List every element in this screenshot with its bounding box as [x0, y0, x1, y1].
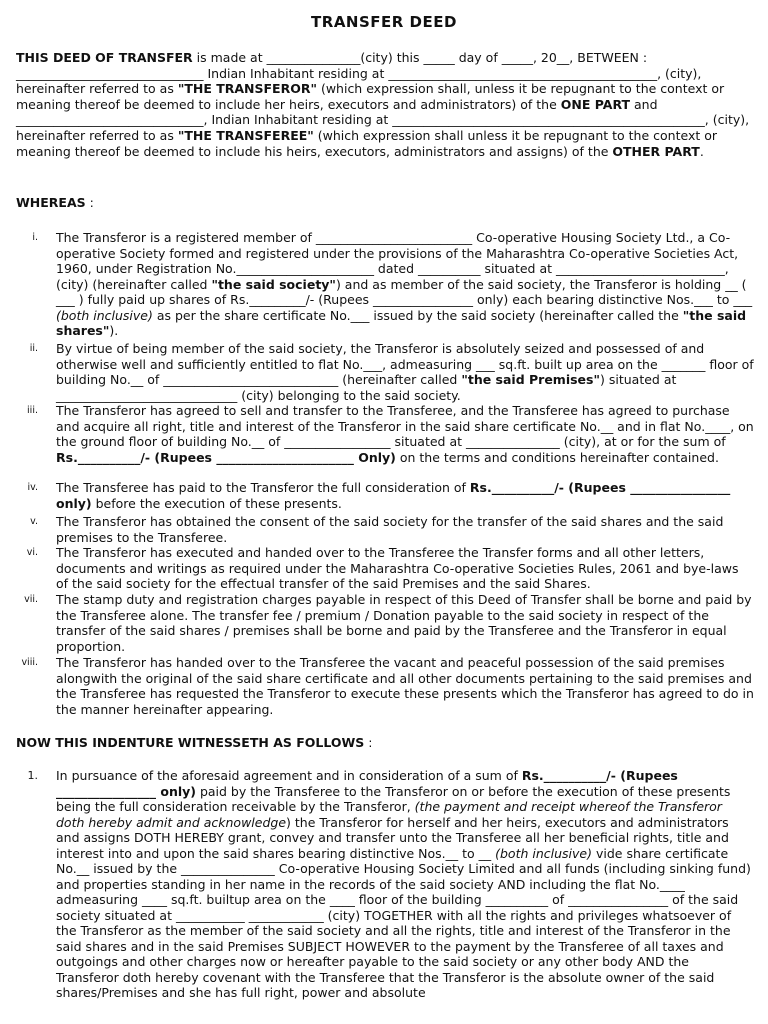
text-run: The Transferor is a registered member of _________________________ Co-operative Housing Society Ltd., a Co-operative Society formed and registered under the provisions of the Maharashtra Co-operative Societies Act, 1960, under Registration No.______________________ dated __________ situated at ___________________________, (city) (hereinafter called — [56, 230, 739, 292]
text-run: ONE PART — [560, 96, 631, 112]
text-run: and ______________________________, Indian Inhabitant residing at __________________________________________________, (city), hereinafter referred to as — [16, 96, 750, 143]
text-run: Rs.__________/- (Rupees ________________ only) — [56, 480, 731, 511]
text-run: . — [699, 143, 704, 159]
text-run: The Transferee has paid to the Transferor the full consideration of — [56, 480, 470, 495]
item-text — [56, 592, 754, 654]
item-text — [56, 545, 754, 592]
text-run: vide share certificate No.__ issued by the _______________ Co-operative Housing Society Limited and all funds (including sinking fund) and properties standing in her name in the records of the said society AND including the flat No.____ admeasuring ____ sq.ft. builtup area on the ____ floor of the building __________ of ________________ of the said society situated at ___________ ____________ (city) TOGETHER with all the rights and privileges whatsoever of the Transferor as the member of the said society and all the rights, title and interest of the Transferor in the said shares and in the said Premises SUBJECT HOWEVER to the payment by the Transferee of all taxes and outgoings and other charges now or hereafter payable to the said society or any other body AND the Transferor doth hereby covenant with the Transferee that the Transferor is the absolute owner of the said shares/Premises and she has full right, power and absolute — [56, 845, 751, 1000]
text-run: "the said Premises" — [461, 372, 600, 387]
text-run: before the execution of these presents. — [91, 495, 342, 511]
item-number: iv. — [27, 482, 38, 493]
whereas-item — [16, 341, 754, 403]
text-run: OTHER PART — [612, 143, 700, 159]
item-text — [56, 230, 754, 339]
whereas-heading — [16, 195, 94, 210]
text-run: is made at _______________(city) this _____ day of _____, 20__, BETWEEN : ______________________________ Indian Inhabitant residing at ___________________________________________, (city), hereinafter referred to as — [16, 50, 702, 97]
text-run: The Transferor has obtained the consent of the said society for the transfer of the said shares and the said premises to the Transferee. — [56, 514, 724, 545]
clause-number: 1. — [27, 769, 38, 782]
item-number: i. — [32, 232, 38, 243]
item-text — [56, 341, 754, 403]
text-run: ). — [109, 323, 119, 338]
text-run: THIS DEED OF TRANSFER — [16, 50, 193, 65]
text-run: "THE TRANSFEREE" — [177, 127, 314, 143]
text-run: The Transferor has agreed to sell and transfer to the Transferee, and the Transferee has agreed to purchase and acquire all right, title and interest of the Transferor in the said share certificate No.__ and in flat No.____, on the ground floor of building No.__ of _________________ situated at _______________ (city), at or for the sum of — [56, 403, 754, 449]
item-text — [56, 655, 754, 717]
text-run: In pursuance of the aforesaid agreement and in consideration of a sum of — [56, 768, 522, 783]
text-run: (the payment and receipt whereof the Transferor doth hereby admit and acknowledge — [56, 799, 722, 830]
item-number: vi. — [26, 547, 38, 558]
whereas-heading-colon: : — [85, 195, 94, 210]
clause-item — [16, 768, 754, 1001]
text-run: "the said shares" — [56, 307, 747, 338]
item-number: v. — [30, 516, 38, 527]
text-run: (which expression shall, unless it be repugnant to the context or meaning thereof be deemed to include her heirs, executors and administrators) of the — [16, 81, 725, 112]
text-run: (both inclusive) — [495, 845, 592, 861]
item-number: ii. — [29, 343, 38, 354]
item-text — [56, 480, 754, 511]
text-run: By virtue of being member of the said society, the Transferor is absolutely seized and possessed of and otherwise well and sufficiently entitled to flat No.___, admeasuring ___ sq.ft. built up area on the _______ floor of building No.__ of ____________________________ (hereinafter called — [56, 341, 754, 387]
whereas-item — [16, 655, 754, 717]
text-run: "the said society" — [211, 276, 336, 292]
text-run: (which expression shall unless it be repugnant to the context or meaning thereof be deemed to include his heirs, executors, administrators and assigns) of the — [16, 127, 718, 159]
whereas-item — [16, 230, 754, 339]
text-run: The Transferor has handed over to the Transferee the vacant and peaceful possession of the said premises alongwith the original of the said share certificate and all other documents pertaining to the said premises and the Transferee has requested the Transferor to execute these presents which the Transferor has agreed to do in the manner hereinafter appearing. — [56, 655, 754, 717]
whereas-item — [16, 545, 754, 592]
text-run: The Transferor has executed and handed over to the Transferee the Transfer forms and all other letters, documents and writings as required under the Maharashtra Co-operative Societies Rules, 2061 and bye-laws of the said society for the effectual transfer of the said Premises and the said Shares. — [56, 545, 739, 591]
witness-heading — [16, 735, 372, 750]
whereas-item — [16, 480, 754, 511]
text-run: "THE TRANSFEROR" — [177, 81, 317, 97]
item-text — [56, 403, 754, 465]
text-run: paid by the Transferee to the Transferor on or before the execution of these presents being the full consideration receivable by the Transferor, — [56, 783, 731, 814]
text-run: Rs.__________/- (Rupees ______________________ Only) — [56, 449, 396, 465]
text-run: on the terms and conditions hereinafter contained. — [395, 449, 719, 465]
whereas-heading-text: WHEREAS — [16, 195, 86, 210]
whereas-item — [16, 514, 754, 545]
item-text — [56, 514, 754, 545]
item-number: iii. — [27, 405, 38, 416]
item-number: vii. — [24, 594, 38, 605]
whereas-item — [16, 592, 754, 654]
text-run: ) situated at _____________________________ (city) belonging to the said society. — [56, 372, 677, 403]
text-run: The stamp duty and registration charges payable in respect of this Deed of Transfer shall be borne and paid by the Transferee alone. The transfer fee / premium / Donation payable to the said society in respect of the transfer of the said shares / premises shall be borne and paid by the Transferee and the Transferor in equal proportion. — [56, 592, 752, 654]
text-run: Rs.__________/- (Rupees ________________ only) — [56, 768, 678, 799]
witness-heading-colon: : — [364, 735, 373, 750]
text-run: as per the share certificate No.___ issued by the said society (hereinafter called the — [152, 307, 683, 323]
witness-heading-text: NOW THIS INDENTURE WITNESSETH AS FOLLOWS — [16, 735, 365, 750]
intro-paragraph — [16, 50, 754, 159]
text-run: (both inclusive) — [56, 307, 153, 323]
clause-text — [56, 768, 754, 1001]
document-title: TRANSFER DEED — [311, 13, 457, 31]
whereas-item — [16, 403, 754, 465]
text-run: ) the Transferor for herself and her heirs, executors and administrators and assigns DOTH HEREBY grant, convey and transfer unto the Transferee all her beneficial rights, title and interest into and upon the said shares bearing distinctive Nos.__ to __ — [56, 814, 729, 861]
item-number: viii. — [21, 657, 38, 668]
text-run: ) and as member of the said society, the Transferor is holding __ ( ___ ) fully paid up shares of Rs._________/- (Rupees ________________ only) each bearing distinctive Nos.___ to ___ — [56, 276, 753, 307]
